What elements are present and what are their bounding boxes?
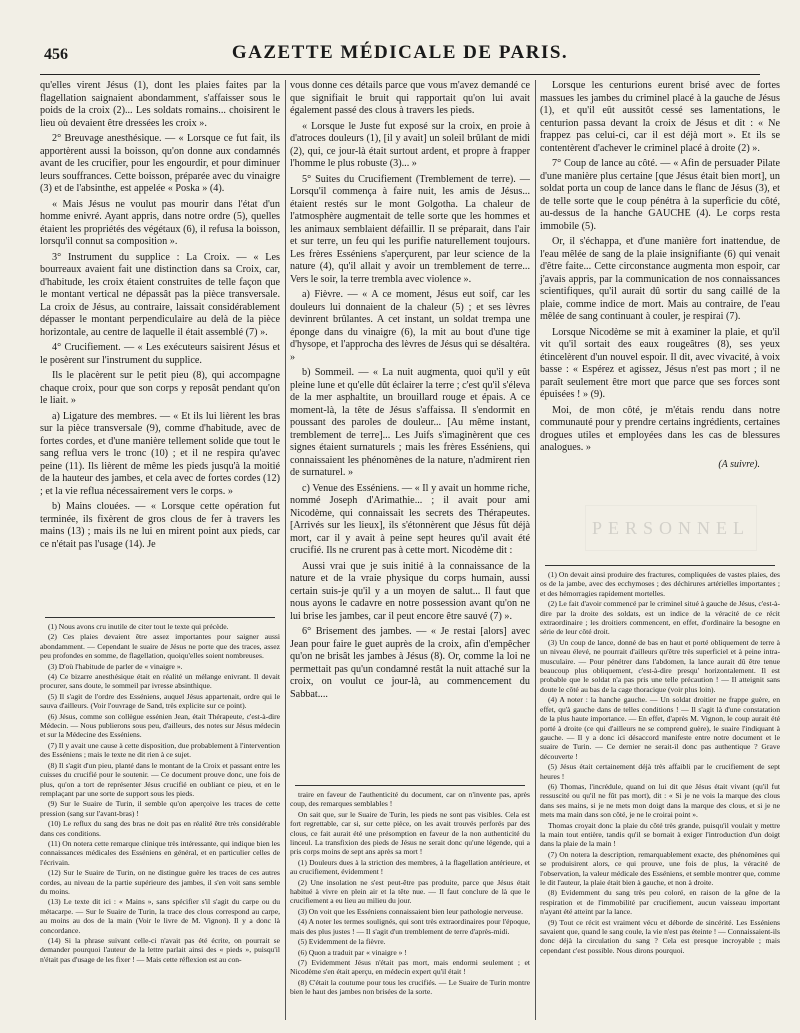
footnote: (4) Ce bizarre anesthésique était en réalité un mélange enivrant. Il devait procurer, sans doute, le sommeil par ivresse absinthique. (40, 672, 280, 691)
footnote: (9) Tout ce récit est vraiment vécu et déborde de sincérité. Les Esséniens savaient que, quand le sang coule, la vie n'est pas éteinte ! — Connaissaient-ils donc déjà la circulation du sang ? Cela est presque incroyable ; mais cependant c'est possible. Nous dirons pourquoi. (540, 917, 780, 955)
footnotes-column-2 (290, 790, 530, 998)
footnotes-column-1 (40, 622, 280, 965)
paragraph: 4° Crucifiement. — « Les exécuteurs saisirent Jésus et le posèrent sur l'instrument du supplice. (40, 342, 280, 366)
footnote: (7) On notera la description, remarquablement exacte, des phénomènes qui se produisirent alors, ce qui prouve, une fois de plus, la véracité de l'observation, la valeur médicale des Esséniens, et semble montrer que, comme le dit l'auteur, la plaie était bien à gauche, et non à droite. (540, 849, 780, 887)
footnote: (5) Il s'agit de l'ordre des Esséniens, auquel Jésus appartenait, ordre qui le sauva d'ailleurs. (Voir l'ouvrage de Sand, très explicite sur ce point). (40, 691, 280, 711)
journal-title: GAZETTE MÉDICALE DE PARIS. (231, 42, 569, 63)
footnote: (7) Il y avait une cause à cette disposition, due probablement à l'intervention des Esséniens ; mais le texte ne dit rien à ce sujet. (40, 740, 280, 760)
paragraph: 6° Brisement des jambes. — « Je restai [alors] avec Jean pour faire le guet auprès de la croix, afin d'empêcher qu'on ne brisât les jambes à Jésus (8). Or, comme la loi ne permettait pas qu'un condamné restât la nuit attaché sur la croix, on voulut ce jour-là, au commencement du Sabbat.... (290, 626, 530, 700)
paragraph: Ils le placèrent sur le petit pieu (8), qui accompagne chaque croix, pour que son corps y reposât pendant qu'on le liait. » (40, 370, 280, 406)
to-be-continued: (A suivre). (718, 458, 760, 470)
page-number: 456 (44, 46, 68, 63)
column-divider-1 (285, 80, 286, 1020)
column-1 (40, 80, 280, 554)
paragraph: « Mais Jésus ne voulut pas mourir dans l'état d'un homme enivré. Ayant appris, dans notre ordre (5), quelles étaient les propriétés des végétaux (6), il refusa la boisson, lorsqu'il connut sa composition ». (40, 198, 280, 247)
paragraph: b) Sommeil. — « La nuit augmenta, quoi qu'il y eût pleine lune et qu'elle dût éclairer la terre ; c'est qu'il s'éleva de la mer asphaltite, un brouillard rouge et épais. A ce moment-là, la tête de Jésus s'affaissa. Il s'endormit en poussant des paroles de douleur... [Au même instant, tremblement de terre]... Les Juifs s'imaginèrent que ces signes étaient surnaturels ; mais les frères Esséniens, qui connaissaient les phénomènes de la nature, n'admirent rien de surnaturel. » (290, 367, 530, 478)
paragraph: Aussi vrai que je suis initié à la connaissance de la nature et de la vraie physique du corps humain, aussi certain suis-je qu'il y a un moyen de salut... Il faut que nous ayons le cadavre en notre possession avant qu'on ne lui brise les jambes, car il peut encore être sauvé (7) ». (290, 560, 530, 622)
footnote: (5) Jésus était certainement déjà très affaibli par le crucifiement de sept heures ! (540, 762, 780, 781)
footnote: (4) A noter : la hanche gauche. — Un soldat droitier ne frappe guère, en effet, qu'à gauche dans de telles conditions ! — Il s'agit là d'une constatation de la plus haute importance. — En effet, d'après M. Vignon, le coup aurait été porté à droite (ce qui d'ailleurs ne se comprend guère), le suaire l'indiquant à gauche. — Il y a donc ici désaccord manifeste entre notre document et le suaire de Turin. — Ce dernier ne serait-il donc pas authentique ? Grave découverte ! (540, 695, 780, 761)
footnote: (4) A noter les termes soulignés, qui sont très extraordinaires pour l'époque, mais des plus justes ! — Il s'agit d'un tremblement de terre d'après-midi. (290, 917, 530, 936)
paragraph: 2° Breuvage anesthésique. — « Lorsque ce fut fait, ils apportèrent aussi la boisson, qu'on donne aux condamnés avant de les crucifier, pour les engourdir, et pour diminuer leurs souffrances. Cette boisson, préparée avec du vinaigre (3) et de l'absinthe, est appelée « Poska » (4). (40, 133, 280, 194)
footnote: (5) Evidemment de la fièvre. (298, 937, 386, 947)
paragraph: a) Ligature des membres. — « Et ils lui lièrent les bras sur la pièce transversale (9), comme d'habitude, avec de fortes cordes, et d'une manière tellement solide que tout le sang reflua vers le tronc (10) ; et il ne respira qu'avec peine (11). Ils lièrent de même les pieds jusqu'à la moitié de la hauteur des jambes, et cela avec de fortes cordes (12) ; et la vie reflua nécessairement vers le corps. » (40, 410, 280, 497)
footnote: Thomas croyait donc la plaie du côté très grande, puisqu'il voulait y mettre la main tout entière, tandis qu'il se bornait à exiger l'introduction d'un doigt dans la plaie de la main ! (540, 820, 780, 849)
paragraph: Or, il s'échappa, et d'une manière fort inattendue, de l'eau mêlée de sang de la plaie insignifiante (6) qui venait d'être faite... Cette circonstance augmenta mon espoir, car j'avais appris, par la communication de nos connaissances scientifiques, qu'il aurait dû sortir du sang caillé de la plaie, comme indice de mort. Mais au contraire, de l'eau mêlée de sang continuant à couler, je respirai (7). (540, 236, 780, 322)
paragraph: Lorsque les centurions eurent brisé avec de fortes massues les jambes du criminel placé à la gauche de Jésus (1), et qu'il eût aussitôt cessé ses lamentations, le centurion passa devant la croix de Jésus et dit : « Ne frappez pas celui-ci, car il est déjà mort ». Et ils se contentèrent d'achever le criminel placé à droite (2) ». (540, 80, 780, 154)
paragraph: « Lorsque le Juste fut exposé sur la croix, en proie à d'atroces douleurs (1), [il y avait] un soleil brûlant de midi (2), qui, ce jour-là était surtout ardent, et propre à frapper l'homme le plus robuste (3)... » (290, 120, 530, 169)
footnote: (1) On devait ainsi produire des fractures, compliquées de vastes plaies, des os de la jambe, avec des ecchymoses ; des déchirures artérielles importantes ; et des hémorragies rapidement mortelles. (540, 570, 780, 598)
footnote: (6) Quon a traduit par « vinaigre » ! (298, 947, 407, 957)
paragraph: a) Fièvre. — « A ce moment, Jésus eut soif, car les douleurs lui donnaient de la chaleur (5) ; et ses lèvres devinrent brûlantes. A cet instant, un soldat trempa une éponge dans du vinaigre (6), la mit au bout d'une tige d'hysope, et l'approcha des lèvres de Jésus qui se désaltéra. » (290, 289, 530, 363)
paragraph: 5° Suites du Crucifiement (Tremblement de terre). — Lorsqu'il commença à faire nuit, les amis de Jésus... étaient restés sur le mont Golgotha. La chaleur de l'atmosphère augmentait de telle sorte que les hommes et les animaux semblaient défaillir. Il se préparait, dans l'air et sur terre, un feu qui les purifie naturellement toujours. Les frères Esséniens s'aperçurent, par leur science de la nature (4), qu'il allait y avoir un tremblement de terre... Vers le soir, la terre trembla avec violence ». (290, 173, 530, 285)
footnote-rule-3 (545, 565, 775, 566)
footnote: (6) Thomas, l'incrédule, quand on lui dit que Jésus était vivant (qu'il fut ressuscité ou qu'il ne fût pas mort), dit : « Si je ne vois la marque des clous dans ses mains, si je ne mets mon doigt dans la marque des clous, et si je ne mets ma main dans son côté, je ne le croirai point ». (540, 781, 780, 820)
footnote-rule-2 (295, 785, 525, 786)
footnote: (13) Le texte dit ici : « Mains », sans spécifier s'il s'agit du carpe ou du métacarpe. — Sur le Suaire de Turin, la trace des clous correspond au carpe, au moins au dos de la main (Voir le livre de M. Vignon). Il y a donc là concordance. (40, 897, 280, 935)
faded-stamp: PERSONNEL (585, 505, 757, 551)
footnote: (2) Une insolation ne s'est peut-être pas produite, parce que Jésus était habitué à vivre en plein air et la tête nue. — Il faut conclure de là que le crucifiement a eu lieu au milieu du jour. (290, 877, 530, 906)
masthead (40, 40, 760, 75)
footnote: (8) Evidemment du sang très peu coloré, en raison de la gêne de la respiration et de l'immobilité par crucifiement, aucun vaisseau important n'ayant été atteint par la lance. (540, 888, 780, 917)
paragraph: vous donne ces détails parce que vous m'avez demandé ce que signifiait le bruit qui rapportait qu'on lui avait également passé des clous à travers les pieds. (290, 80, 530, 116)
footnote: (1) Douleurs dues à la striction des membres, à la flagellation antérieure, et au crucifiement, évidemment ! (290, 857, 530, 877)
footnote: (3) D'où l'habitude de parler de « vinaigre ». (48, 661, 183, 671)
footnote: (7) Evidemment Jésus n'était pas mort, mais endormi seulement ; et Nicodème s'en était aperçu, en médecin expert qu'il était ! (290, 957, 530, 977)
footnote-rule-1 (45, 617, 275, 618)
column-3 (540, 80, 780, 470)
footnote: (6) Jésus, comme son collègue essénien Jean, était Thérapeute, c'est-à-dire Médecin. — Nous publierons sous peu, d'ailleurs, des notes sur Jésus médecin et sur la Médecine des Esséniens. (40, 711, 280, 740)
footnote: On sait que, sur le Suaire de Turin, les pieds ne sont pas visibles. Cela est fort regrettable, car si, sur cette pièce, on les avait trouvés perforés par des clous, ce fait aurait été une présomption en faveur de la non authenticité du linceul. La transfixion des pieds de Jésus ne serait donc qu'une légende, qui a pris corps moins de sept ans après sa mort ! (290, 809, 530, 857)
footnote: (8) Il s'agit d'un pieu, planté dans le montant de la Croix et passant entre les cuisses du crucifié pour le soutenir. — Ce document prouve donc, une fois de plus, qu'on a tort de représenter Jésus crucifié en oubliant ce pieu, et en le remplaçant par une sorte de support sous les pieds. (40, 760, 280, 798)
footnote: (14) Si la phrase suivant celle-ci n'avait pas été écrite, on pourrait se demander pourquoi l'auteur de la lettre parlait ainsi des « pieds », puisqu'il n'était pas d'usage de les fixer ! — Mais cette réflexion est au con- (40, 936, 280, 964)
paragraph: 3° Instrument du supplice : La Croix. — « Les bourreaux avaient fait une distinction dans sa Croix, car, d'habitude, les croix étaient construites de telle façon que le montant vertical ne dépassât pas la pièce transversale. La croix de Jésus, au contraire, laissait considérablement dépasser le montant perpendiculaire au delà de la pièce horizontale, au centre de laquelle il était assemblé (7) ». (40, 251, 280, 338)
paragraph: qu'elles virent Jésus (1), dont les plaies faites par la flagellation saignaient abondamment, s'affaisser sous le poids de la croix (2)... Les soldats romains... choisirent le lieu où devaient être dressées les croix ». (40, 80, 280, 129)
paragraph: c) Venue des Esséniens. — « Il y avait un homme riche, nommé Joseph d'Arimathie... ; il avait pour ami Nicodème, qui connaissait les secrets des Thérapeutes. [Arrivés sur les lieux], ils s'étonnèrent que Jésus fût déjà mort, car il y avait à peine sept heures qu'il avait été crucifié. Ils ne crurent pas à cette mort. Nicodème dit : (290, 482, 530, 556)
footnote: (12) Sur le Suaire de Turin, on ne distingue guère les traces de ces autres cordes, au niveau de la partie supérieure des jambes, il s'en voit sans semble du moins. (40, 868, 280, 896)
footnote: (8) C'était la coutume pour tous les crucifiés. — Le Suaire de Turin montre bien le haut des jambes non brisées de la sorte. (290, 977, 530, 997)
column-divider-2 (535, 80, 536, 1020)
footnote: (1) Nous avons cru inutile de citer tout le texte qui précède. (48, 622, 229, 631)
footnote: (3) On voit que les Esséniens connaissaient bien leur pathologie nerveuse. (298, 906, 524, 916)
column-2 (290, 80, 530, 704)
footnote: (11) On notera cette remarque clinique très intéressante, qui indique bien les connaissances médicales des Esséniens en général, et en particulier celles de l'écrivain. (40, 838, 280, 867)
footnote: (3) Un coup de lance, donné de bas en haut et porté obliquement de terre à un niveau élevé, ne pourrait d'ailleurs qu'être très superficiel et à peine intra-musculaire. — Pour pénétrer dans l'abdomen, la lance aurait dû être tenue beaucoup plus obliquement, c'est-à-dire presqu' horizontalement. Il est probable que le soldat n'a pas pris une telle précaution ! — Il atteignit sans doute le côté au bas de la cage thoracique (voir plus loin). (540, 637, 780, 694)
paragraph: 7° Coup de lance au côté. — « Afin de persuader Pilate d'une manière plus certaine [que Jésus était bien mort], un soldat porta un coup de lance dans le flanc de Jésus (3), et de telle sorte que le coup pénétra à la superficie du côté, au-dessus de la hanche GAUCHE (4). Le corps resta immobile (5). (540, 158, 780, 232)
footnotes-column-3 (540, 570, 780, 956)
footnote: (2) Ces plaies devaient être assez importantes pour saigner aussi abondamment. — Cependant le suaire de Jésus ne porte que des traces, assez peu profondes en somme, de flagellation, quoiqu'elles soient nombreuses. (40, 632, 280, 661)
footnote: (10) Le reflux du sang des bras ne doit pas en réalité être très considérable dans ces conditions. (40, 819, 280, 838)
footnote: traire en faveur de l'authenticité du document, car on n'invente pas, après coup, des remarques semblables ! (290, 790, 530, 809)
paragraph: b) Mains clouées. — « Lorsque cette opération fut terminée, ils fixèrent de gros clous de fer à travers les mains (13) ; mais ils ne lui en mirent point aux pieds, car ce n'était pas l'usage (14). Je (40, 501, 280, 550)
paragraph: Moi, de mon côté, je m'étais rendu dans notre communauté pour y prendre certains ingrédients, certaines drogues utiles et employées dans les cas de blessures analogues. » (540, 404, 780, 453)
footnote: (9) Sur le Suaire de Turin, il semble qu'on aperçoive les traces de cette pression (sang sur l'avant-bras) ! (40, 799, 280, 818)
paragraph: Lorsque Nicodème se mit à examiner la plaie, et qu'il vit qu'il sortait des eaux rougeâtres (8), ses yeux étincelèrent d'un nouvel espoir. Il dit, avec vivacité, à voix basse : « Espérez et agissez, Jésus n'est pas mort ; il ne paraît seulement être mort que parce que ses forces sont épuisées ! » (9). (540, 326, 780, 400)
footnote: (2) Le fait d'avoir commencé par le criminel situé à gauche de Jésus, c'est-à-dire par la droite des soldats, est un indice de la véracité de ce récit extraordinaire ; les droitiers commencent, en effet, d'ordinaire la besogne en série de leur côté droit. (540, 599, 780, 637)
